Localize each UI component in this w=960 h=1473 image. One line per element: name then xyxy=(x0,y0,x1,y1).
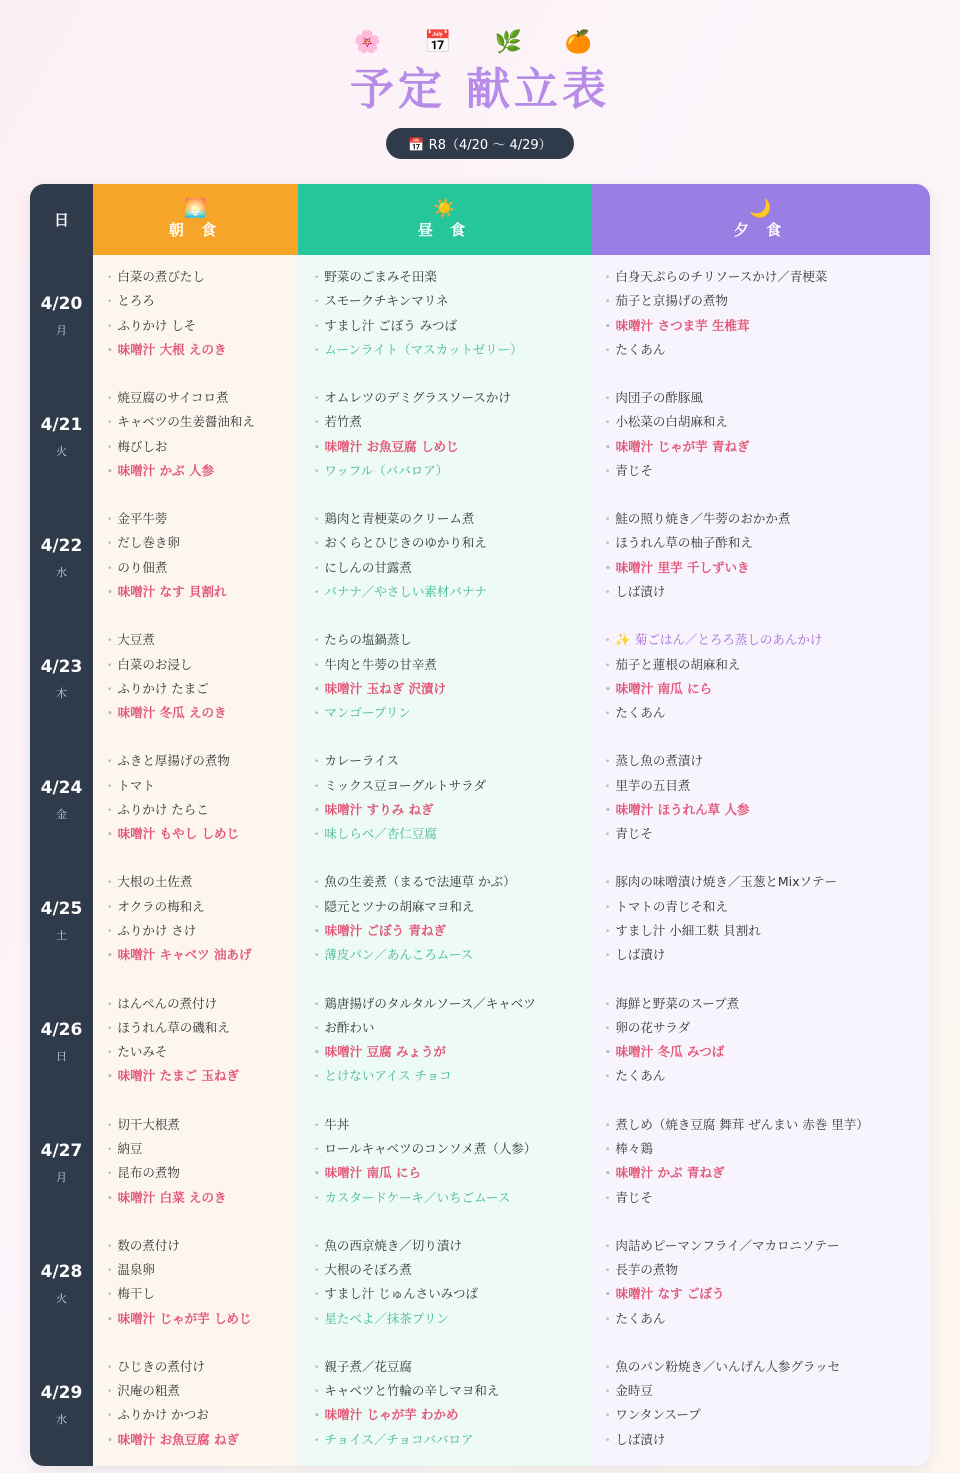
breakfast-cell xyxy=(93,255,298,376)
lunch-cell xyxy=(298,618,591,739)
table-row xyxy=(30,739,930,860)
menu-item: • キャベツと竹輪の辛しマヨ和え xyxy=(314,1379,591,1403)
cherry-blossom-icon: 🌸 xyxy=(353,30,396,55)
menu-item: • 味噌汁 なす 貝割れ xyxy=(107,580,298,604)
menu-item: • オムレツのデミグラスソースかけ xyxy=(314,386,591,410)
menu-item: • 魚の生姜煮（まるで法連草 かぶ） xyxy=(314,870,591,894)
menu-item: • 親子煮／花豆腐 xyxy=(314,1355,591,1379)
menu-item: • 鶏唐揚げのタルタルソース／キャベツ xyxy=(314,992,591,1016)
page-title xyxy=(0,62,960,118)
table-body xyxy=(30,255,930,1466)
menu-item: • 鶏肉と青梗菜のクリーム煮 xyxy=(314,507,591,531)
day-cell xyxy=(30,255,93,376)
lunch-cell xyxy=(298,1224,591,1345)
lunch-cell xyxy=(298,497,591,618)
menu-item: • 若竹煮 xyxy=(314,410,591,434)
dinner-cell xyxy=(591,255,930,376)
dinner-cell xyxy=(591,618,930,739)
day-cell xyxy=(30,618,93,739)
menu-item: • オクラの梅和え xyxy=(107,895,298,919)
menu-item: • 肉詰めピーマンフライ／マカロニソテー xyxy=(605,1234,930,1258)
weekday-label: 水 xyxy=(56,1413,67,1427)
orange-icon: 🍊 xyxy=(564,30,607,55)
menu-item: • ロールキャベツのコンソメ煮（人参） xyxy=(314,1137,591,1161)
menu-item: • 魚の西京焼き／切り漬け xyxy=(314,1234,591,1258)
lunch-cell xyxy=(298,1345,591,1466)
lunch-cell xyxy=(298,860,591,981)
day-cell xyxy=(30,1103,93,1224)
menu-item: • だし巻き卵 xyxy=(107,531,298,555)
menu-item: • 大根のそぼろ煮 xyxy=(314,1258,591,1282)
menu-item: • カスタードケーキ／いちごムース xyxy=(314,1186,591,1210)
sunrise-icon: 🌅 xyxy=(184,198,207,219)
menu-item: • バナナ／やさしい素材バナナ xyxy=(314,580,591,604)
menu-item: • ほうれん草の磯和え xyxy=(107,1016,298,1040)
menu-item: • 白身天ぷらのチリソースかけ／青梗菜 xyxy=(605,265,930,289)
menu-item: • のり佃煮 xyxy=(107,556,298,580)
dinner-label: 夕 食 xyxy=(733,221,788,239)
dinner-cell xyxy=(591,982,930,1103)
menu-item: • 味噌汁 じゃが芋 青ねぎ xyxy=(605,435,930,459)
menu-item: • しば漬け xyxy=(605,1428,930,1452)
menu-item: • 牛丼 xyxy=(314,1113,591,1137)
calendar-icon: 📅 xyxy=(424,30,466,55)
menu-item: • はんぺんの煮付け xyxy=(107,992,298,1016)
menu-item: • 味噌汁 南瓜 にら xyxy=(605,677,930,701)
day-cell xyxy=(30,739,93,860)
breakfast-cell xyxy=(93,618,298,739)
table-row xyxy=(30,618,930,739)
emoji-row xyxy=(0,26,960,60)
menu-item: • 煮しめ（焼き豆腐 舞茸 ぜんまい 赤巻 里芋） xyxy=(605,1113,930,1137)
menu-item: • ふりかけ かつお xyxy=(107,1403,298,1427)
menu-item: • 味しらべ／杏仁豆腐 xyxy=(314,822,591,846)
table-row xyxy=(30,982,930,1103)
menu-item: • 味噌汁 たまご 玉ねぎ xyxy=(107,1064,298,1088)
menu-item: • 味噌汁 なす ごぼう xyxy=(605,1282,930,1306)
menu-item: • 野菜のごまみそ田楽 xyxy=(314,265,591,289)
menu-item: • たいみそ xyxy=(107,1040,298,1064)
menu-item: • スモークチキンマリネ xyxy=(314,289,591,313)
table-row xyxy=(30,1224,930,1345)
menu-item: • 味噌汁 豆腐 みょうが xyxy=(314,1040,591,1064)
title-part-schedule: 予定 xyxy=(350,64,446,115)
menu-item: • ✨ 菊ごはん／とろろ蒸しのあんかけ xyxy=(605,628,930,652)
dinner-cell xyxy=(591,1345,930,1466)
menu-item: • チョイス／チョコババロア xyxy=(314,1428,591,1452)
menu-item: • 味噌汁 大根 えのき xyxy=(107,338,298,362)
menu-item: • カレーライス xyxy=(314,749,591,773)
weekday-label: 月 xyxy=(56,1171,67,1185)
menu-item: • 味噌汁 キャベツ 油あげ xyxy=(107,943,298,967)
menu-item: • ムーンライト（マスカットゼリー） xyxy=(314,338,591,362)
menu-item: • ふきと厚揚げの煮物 xyxy=(107,749,298,773)
breakfast-cell xyxy=(93,982,298,1103)
lunch-cell xyxy=(298,1103,591,1224)
menu-item: • しば漬け xyxy=(605,943,930,967)
menu-item: • 茄子と京揚げの煮物 xyxy=(605,289,930,313)
table-header xyxy=(30,184,930,255)
menu-item: • 昆布の煮物 xyxy=(107,1161,298,1185)
menu-item: • にしんの甘露煮 xyxy=(314,556,591,580)
breakfast-cell xyxy=(93,1103,298,1224)
date-label: 4/21 xyxy=(40,414,83,435)
menu-item: • たくあん xyxy=(605,701,930,725)
menu-item: • たくあん xyxy=(605,338,930,362)
date-label: 4/20 xyxy=(40,293,83,314)
weekday-label: 金 xyxy=(56,807,67,821)
table-row xyxy=(30,1345,930,1466)
menu-item: • 海鮮と野菜のスープ煮 xyxy=(605,992,930,1016)
weekday-label: 火 xyxy=(56,444,67,458)
menu-item: • 味噌汁 冬瓜 えのき xyxy=(107,701,298,725)
table-row xyxy=(30,860,930,981)
menu-item: • 大豆煮 xyxy=(107,628,298,652)
menu-item: • 隠元とツナの胡麻マヨ和え xyxy=(314,895,591,919)
menu-item: • ふりかけ しそ xyxy=(107,314,298,338)
day-cell xyxy=(30,1345,93,1466)
day-cell xyxy=(30,860,93,981)
menu-item: • ほうれん草の柚子酢和え xyxy=(605,531,930,555)
page-header xyxy=(0,0,960,158)
menu-item: • 味噌汁 白菜 えのき xyxy=(107,1186,298,1210)
herb-icon: 🌿 xyxy=(494,30,536,55)
menu-item: • 数の煮付け xyxy=(107,1234,298,1258)
menu-item: • 白菜の煮びたし xyxy=(107,265,298,289)
date-label: 4/28 xyxy=(40,1262,83,1283)
menu-item: • 青じそ xyxy=(605,822,930,846)
menu-item: • 長芋の煮物 xyxy=(605,1258,930,1282)
weekday-label: 木 xyxy=(56,686,67,700)
breakfast-label: 朝 食 xyxy=(168,221,223,239)
menu-item: • 星たべよ／抹茶プリン xyxy=(314,1307,591,1331)
sun-icon: ☀️ xyxy=(433,198,456,219)
menu-item: • ミックス豆ヨーグルトサラダ xyxy=(314,774,591,798)
weekday-label: 土 xyxy=(56,929,67,943)
menu-item: • 茄子と蓮根の胡麻和え xyxy=(605,653,930,677)
menu-item: • とけないアイス チョコ xyxy=(314,1064,591,1088)
menu-item: • おくらとひじきのゆかり和え xyxy=(314,531,591,555)
menu-item: • トマト xyxy=(107,774,298,798)
lunch-label: 昼 食 xyxy=(417,221,472,239)
title-part-menu: 献立表 xyxy=(466,64,610,115)
weekday-label: 月 xyxy=(56,323,67,337)
date-label: 4/27 xyxy=(40,1141,83,1162)
dinner-cell xyxy=(591,376,930,497)
menu-item: • キャベツの生姜醤油和え xyxy=(107,410,298,434)
menu-item: • 沢庵の粗煮 xyxy=(107,1379,298,1403)
lunch-column-header xyxy=(298,184,591,255)
breakfast-cell xyxy=(93,1345,298,1466)
menu-table xyxy=(30,184,930,1466)
menu-item: • ワッフル（ババロア） xyxy=(314,459,591,483)
menu-item: • ひじきの煮付け xyxy=(107,1355,298,1379)
dinner-cell xyxy=(591,1103,930,1224)
menu-item: • 味噌汁 ほうれん草 人参 xyxy=(605,798,930,822)
menu-item: • たらの塩鍋蒸し xyxy=(314,628,591,652)
breakfast-cell xyxy=(93,860,298,981)
menu-item: • 味噌汁 じゃが芋 わかめ xyxy=(314,1403,591,1427)
menu-item: • ふりかけ たらこ xyxy=(107,798,298,822)
date-label: 4/29 xyxy=(40,1383,83,1404)
menu-item: • 里芋の五目煮 xyxy=(605,774,930,798)
dinner-cell xyxy=(591,1224,930,1345)
menu-item: • とろろ xyxy=(107,289,298,313)
menu-item: • 白菜のお浸し xyxy=(107,653,298,677)
menu-item: • 梅干し xyxy=(107,1282,298,1306)
menu-item: • 鮭の照り焼き／牛蒡のおかか煮 xyxy=(605,507,930,531)
menu-item: • 魚のパン粉焼き／いんげん人参グラッセ xyxy=(605,1355,930,1379)
menu-item: • 青じそ xyxy=(605,459,930,483)
menu-item: • 豚肉の味噌漬け焼き／玉葱とMixソテー xyxy=(605,870,930,894)
dinner-column-header xyxy=(591,184,930,255)
menu-item: • お酢わい xyxy=(314,1016,591,1040)
menu-item: • 大根の土佐煮 xyxy=(107,870,298,894)
menu-item: • 焼豆腐のサイコロ煮 xyxy=(107,386,298,410)
menu-item: • 味噌汁 もやし しめじ xyxy=(107,822,298,846)
menu-item: • 棒々鶏 xyxy=(605,1137,930,1161)
table-row xyxy=(30,376,930,497)
menu-item: • 蒸し魚の煮漬け xyxy=(605,749,930,773)
breakfast-cell xyxy=(93,1224,298,1345)
lunch-cell xyxy=(298,376,591,497)
date-label: 4/22 xyxy=(40,535,83,556)
menu-item: • ふりかけ たまご xyxy=(107,677,298,701)
menu-item: • 味噌汁 玉ねぎ 沢漬け xyxy=(314,677,591,701)
menu-item: • すまし汁 じゅんさいみつば xyxy=(314,1282,591,1306)
weekday-label: 火 xyxy=(56,1292,67,1306)
breakfast-cell xyxy=(93,497,298,618)
menu-item: • 青じそ xyxy=(605,1186,930,1210)
weekday-label: 水 xyxy=(56,565,67,579)
menu-item: • すまし汁 ごぼう みつば xyxy=(314,314,591,338)
date-label: 4/26 xyxy=(40,1020,83,1041)
menu-item: • 味噌汁 じゃが芋 しめじ xyxy=(107,1307,298,1331)
date-label: 4/25 xyxy=(40,899,83,920)
menu-item: • 肉団子の酢豚風 xyxy=(605,386,930,410)
dinner-cell xyxy=(591,739,930,860)
date-label: 4/23 xyxy=(40,656,83,677)
moon-icon: 🌙 xyxy=(749,198,772,219)
period-badge: 📅 R8（4/20 〜 4/29） xyxy=(386,128,573,159)
day-cell xyxy=(30,497,93,618)
menu-item: • 薄皮パン／あんころムース xyxy=(314,943,591,967)
menu-item: • 納豆 xyxy=(107,1137,298,1161)
menu-item: • 梅びしお xyxy=(107,435,298,459)
breakfast-cell xyxy=(93,376,298,497)
menu-item: • トマトの青じそ和え xyxy=(605,895,930,919)
lunch-cell xyxy=(298,255,591,376)
table-row xyxy=(30,497,930,618)
menu-item: • 温泉卵 xyxy=(107,1258,298,1282)
menu-item: • 卵の花サラダ xyxy=(605,1016,930,1040)
menu-item: • 小松菜の白胡麻和え xyxy=(605,410,930,434)
breakfast-cell xyxy=(93,739,298,860)
menu-item: • ふりかけ さけ xyxy=(107,919,298,943)
weekday-label: 日 xyxy=(56,1050,67,1064)
breakfast-column-header xyxy=(93,184,298,255)
menu-item: • すまし汁 小細工麩 貝割れ xyxy=(605,919,930,943)
table-row xyxy=(30,255,930,376)
menu-item: • 味噌汁 かぶ 人参 xyxy=(107,459,298,483)
menu-item: • 味噌汁 冬瓜 みつば xyxy=(605,1040,930,1064)
menu-item: • 味噌汁 里芋 千しずいき xyxy=(605,556,930,580)
menu-item: • 味噌汁 さつま芋 生椎茸 xyxy=(605,314,930,338)
menu-item: • 味噌汁 すりみ ねぎ xyxy=(314,798,591,822)
menu-item: • しば漬け xyxy=(605,580,930,604)
day-cell xyxy=(30,376,93,497)
menu-item: • 味噌汁 かぶ 青ねぎ xyxy=(605,1161,930,1185)
dinner-cell xyxy=(591,497,930,618)
dinner-cell xyxy=(591,860,930,981)
day-cell xyxy=(30,1224,93,1345)
day-cell xyxy=(30,982,93,1103)
menu-item: • 味噌汁 お魚豆腐 しめじ xyxy=(314,435,591,459)
menu-item: • 金時豆 xyxy=(605,1379,930,1403)
menu-item: • 味噌汁 南瓜 にら xyxy=(314,1161,591,1185)
menu-item: • 切干大根煮 xyxy=(107,1113,298,1137)
menu-item: • 金平牛蒡 xyxy=(107,507,298,531)
menu-item: • ワンタンスープ xyxy=(605,1403,930,1427)
table-row xyxy=(30,1103,930,1224)
menu-item: • 味噌汁 ごぼう 青ねぎ xyxy=(314,919,591,943)
menu-item: • たくあん xyxy=(605,1064,930,1088)
menu-item: • 牛肉と牛蒡の甘辛煮 xyxy=(314,653,591,677)
menu-item: • たくあん xyxy=(605,1307,930,1331)
lunch-cell xyxy=(298,739,591,860)
date-label: 4/24 xyxy=(40,777,83,798)
menu-item: • マンゴープリン xyxy=(314,701,591,725)
menu-item: • 味噌汁 お魚豆腐 ねぎ xyxy=(107,1428,298,1452)
lunch-cell xyxy=(298,982,591,1103)
day-column-header: 日 xyxy=(30,184,93,255)
